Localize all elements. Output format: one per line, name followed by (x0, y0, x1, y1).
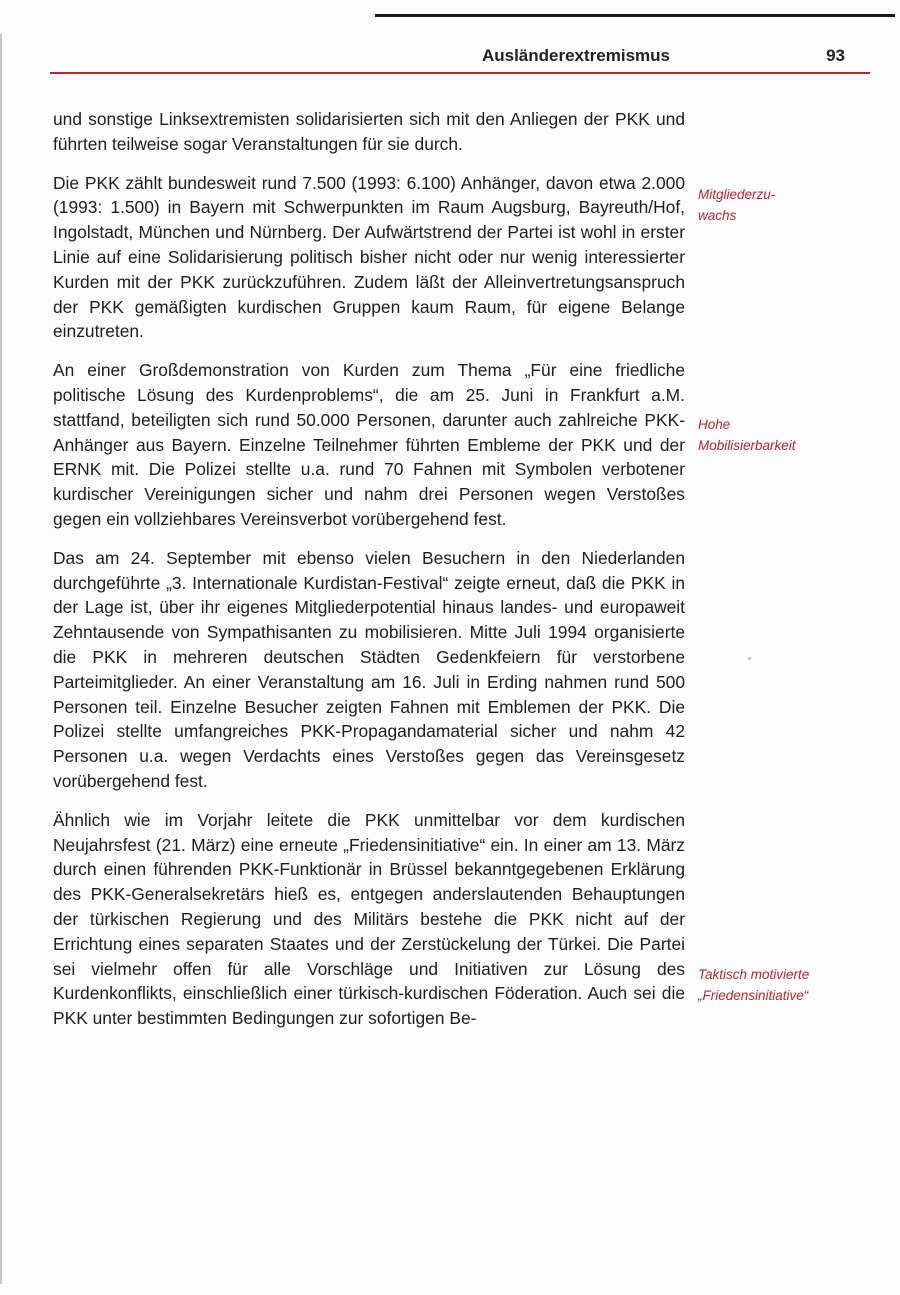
margin-note-line: Mitgliederzu- (698, 187, 776, 202)
margin-note-friedensinitiative (698, 964, 898, 1006)
margin-note-line: Taktisch motivierte (698, 967, 810, 982)
paragraph-1: und sonstige Linksextremisten solidarisierten sich mit den Anliegen der PKK und führten teilweise sogar Veranstaltungen für sie durch. (53, 109, 685, 154)
binding-edge (0, 34, 2, 1284)
page-header (50, 42, 870, 74)
paragraph-2: Die PKK zählt bundesweit rund 7.500 (1993: 6.100) Anhänger, davon etwa 2.000 (1993: 1.500) in Bayern mit Schwerpunkten im Raum Augsburg, Bayreuth/Hof, Ingolstadt, München und Nürnberg. Der Aufwärtstrend der Partei ist wohl in erster Linie auf eine Solidarisierung politisch bisher nicht oder nur wenig interessierter Kurden mit der PKK zurückzuführen. Zudem läßt der Alleinvertretungsanspruch der PKK gemäßigten kurdischen Gruppen kaum Raum, für eigene Belange einzutreten. (53, 172, 685, 342)
main-text-column (53, 107, 685, 1045)
top-edge-rule (375, 14, 895, 17)
scan-speck (748, 657, 751, 660)
margin-note-mitgliederzuwachs (698, 184, 898, 226)
header-rule (50, 72, 870, 74)
running-title: Ausländerextremismus (481, 46, 670, 65)
margin-note-line: „Friedensinitiative“ (698, 988, 809, 1003)
margin-note-mobilisierbarkeit (698, 414, 898, 456)
margin-note-line: Mobilisierbarkeit (698, 438, 796, 453)
paragraph-3: An einer Großdemonstration von Kurden zum Thema „Für eine friedliche politische Lösung des Kurdenproblems“, die am 25. Juni in Frankfurt a.M. stattfand, beteiligten sich rund 50.000 Personen, darunter auch zahlreiche PKK-Anhänger aus Bayern. Einzelne Teilnehmer führten Embleme der PKK und der ERNK mit. Die Polizei stellte u.a. rund 70 Fahnen mit Symbolen verbotener kurdischer Vereinigungen sicher und nahm drei Personen wegen Verstoßes gegen ein vollziehbares Vereinsverbot vorübergehend fest. (53, 360, 685, 529)
margin-note-line: wachs (698, 208, 737, 223)
paragraph-4: Das am 24. September mit ebenso vielen Besuchern in den Niederlanden durchgeführte „3. Internationale Kurdistan-Festival“ zeigte erneut, daß die PKK in der Lage ist, über ihr eigenes Mitgliederpotential hinaus landes- und europaweit Zehntausende von Sympathisanten zu mobilisieren. Mitte Juli 1994 organisierte die PKK in mehreren deutschen Städten Gedenkfeiern für verstorbene Parteimitglieder. An einer Veranstaltung am 16. Juli in Erding nahmen rund 500 Personen teil. Einzelne Besucher zeigten Fahnen mit Emblemen der PKK. Die Polizei stellte umfangreiches PKK-Propagandamaterial sicher und nahm 42 Personen u.a. wegen Verdachts eines Verstoßes gegen das Vereinsgesetz vorübergehend fest. (53, 547, 685, 791)
margin-note-line: Hohe (698, 417, 731, 432)
page-number: 93 (826, 46, 845, 65)
paragraph-5: Ähnlich wie im Vorjahr leitete die PKK unmittelbar vor dem kurdischen Neujahrsfest (21. März) eine erneute „Friedensinitiative“ ein. In einer am 13. März durch einen führenden PKK-Funktionär in Brüssel bekanntgegebenen Erklärung des PKK-Generalsekretärs hieß es, entgegen anderslautenden Behauptungen der türkischen Regierung und des Militärs bestehe die PKK nicht auf der Errichtung eines separaten Staates und der Zerstückelung der Türkei. Die Partei sei vielmehr offen für alle Vorschläge und Initiativen zur Lösung des Kurdenkonflikts, einschließlich einer türkisch-kurdischen Föderation. Auch sei die PKK unter bestimmten Bedingungen zur sofortigen Be- (53, 809, 685, 1029)
